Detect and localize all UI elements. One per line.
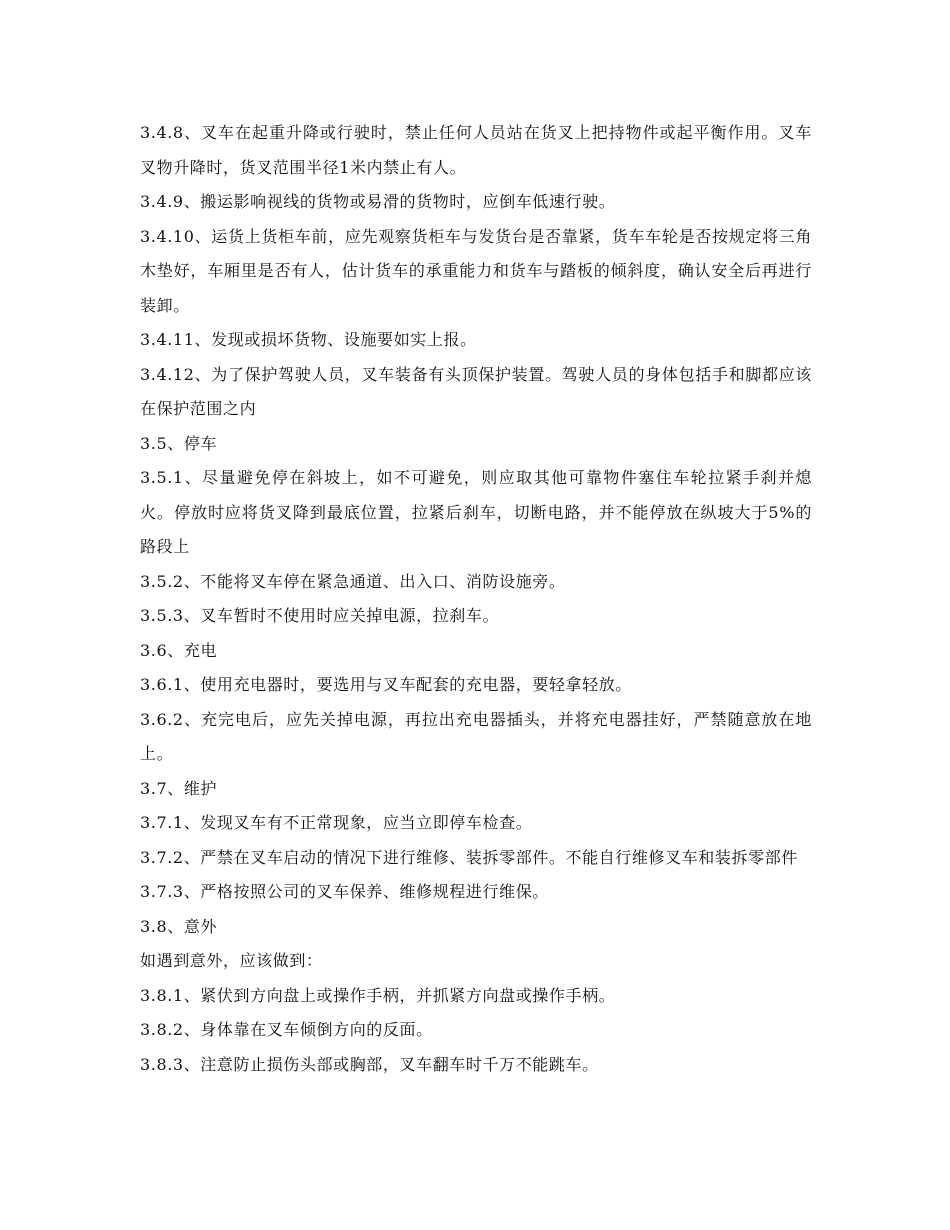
paragraph-3-6-1: 3.6.1、使用充电器时，要选用与叉车配套的充电器，要轻拿轻放。	[140, 675, 632, 694]
section-heading-3-5: 3.5、停车	[140, 433, 218, 453]
paragraph-3-8-1: 3.8.1、紧伏到方向盘上或操作手柄，并抓紧方向盘或操作手柄。	[140, 985, 616, 1005]
paragraph-3-8-3: 3.8.3、注意防止损伤头部或胸部，叉车翻车时千万不能跳车。	[140, 1054, 599, 1074]
document-body	[140, 116, 812, 1082]
paragraph-3-4-12: 3.4.12、为了保护驾驶人员，叉车装备有头顶保护装置。驾驶人员的身体包括手和脚都应该在保护范围之内	[140, 364, 812, 418]
paragraph-3-5-1: 3.5.1、尽量避免停在斜坡上，如不可避免，则应取其他可靠物件塞住车轮拉紧手刹并熄火。停放时应将货叉降到最底位置，拉紧后刹车，切断电路，并不能停放在纵坡大于5%的路段上	[140, 468, 812, 556]
paragraph-3-7-2: 3.7.2、严禁在叉车启动的情况下进行维修、装拆零部件。不能自行维修叉车和装拆零部件	[140, 847, 798, 867]
paragraph-3-4-9: 3.4.9、搬运影响视线的货物或易滑的货物时，应倒车低速行驶。	[140, 192, 616, 211]
paragraph-3-4-8: 3.4.8、叉车在起重升降或行驶时，禁止任何人员站在货叉上把持物件或起平衡作用。叉车叉物升降时，货叉范围半径1米内禁止有人。	[140, 123, 812, 177]
paragraph-3-5-3: 3.5.3、叉车暂时不使用时应关掉电源，拉刹车。	[140, 606, 500, 625]
paragraph-3-5-2: 3.5.2、不能将叉车停在紧急通道、出入口、消防设施旁。	[140, 571, 566, 591]
paragraph-3-8-2: 3.8.2、身体靠在叉车倾倒方向的反面。	[140, 1020, 433, 1039]
paragraph-3-6-2: 3.6.2、充完电后，应先关掉电源，再拉出充电器插头，并将充电器挂好，严禁随意放在地上。	[140, 709, 812, 763]
paragraph-3-7-1: 3.7.1、发现叉车有不正常现象，应当立即停车检查。	[140, 813, 533, 832]
paragraph-3-4-10: 3.4.10、运货上货柜车前，应先观察货柜车与发货台是否靠紧，货车车轮是否按规定将三角木垫好，车厢里是否有人，估计货车的承重能力和货车与踏板的倾斜度，确认安全后再进行装卸。	[140, 226, 812, 315]
section-heading-3-6: 3.6、充电	[140, 640, 218, 660]
paragraph-accident-intro: 如遇到意外，应该做到：	[140, 951, 323, 970]
paragraph-3-4-11: 3.4.11、发现或损坏货物、设施要如实上报。	[140, 330, 477, 349]
section-heading-3-8: 3.8、意外	[140, 916, 218, 936]
paragraph-3-7-3: 3.7.3、严格按照公司的叉车保养、维修规程进行维保。	[140, 882, 549, 901]
section-heading-3-7: 3.7、维护	[140, 778, 218, 798]
